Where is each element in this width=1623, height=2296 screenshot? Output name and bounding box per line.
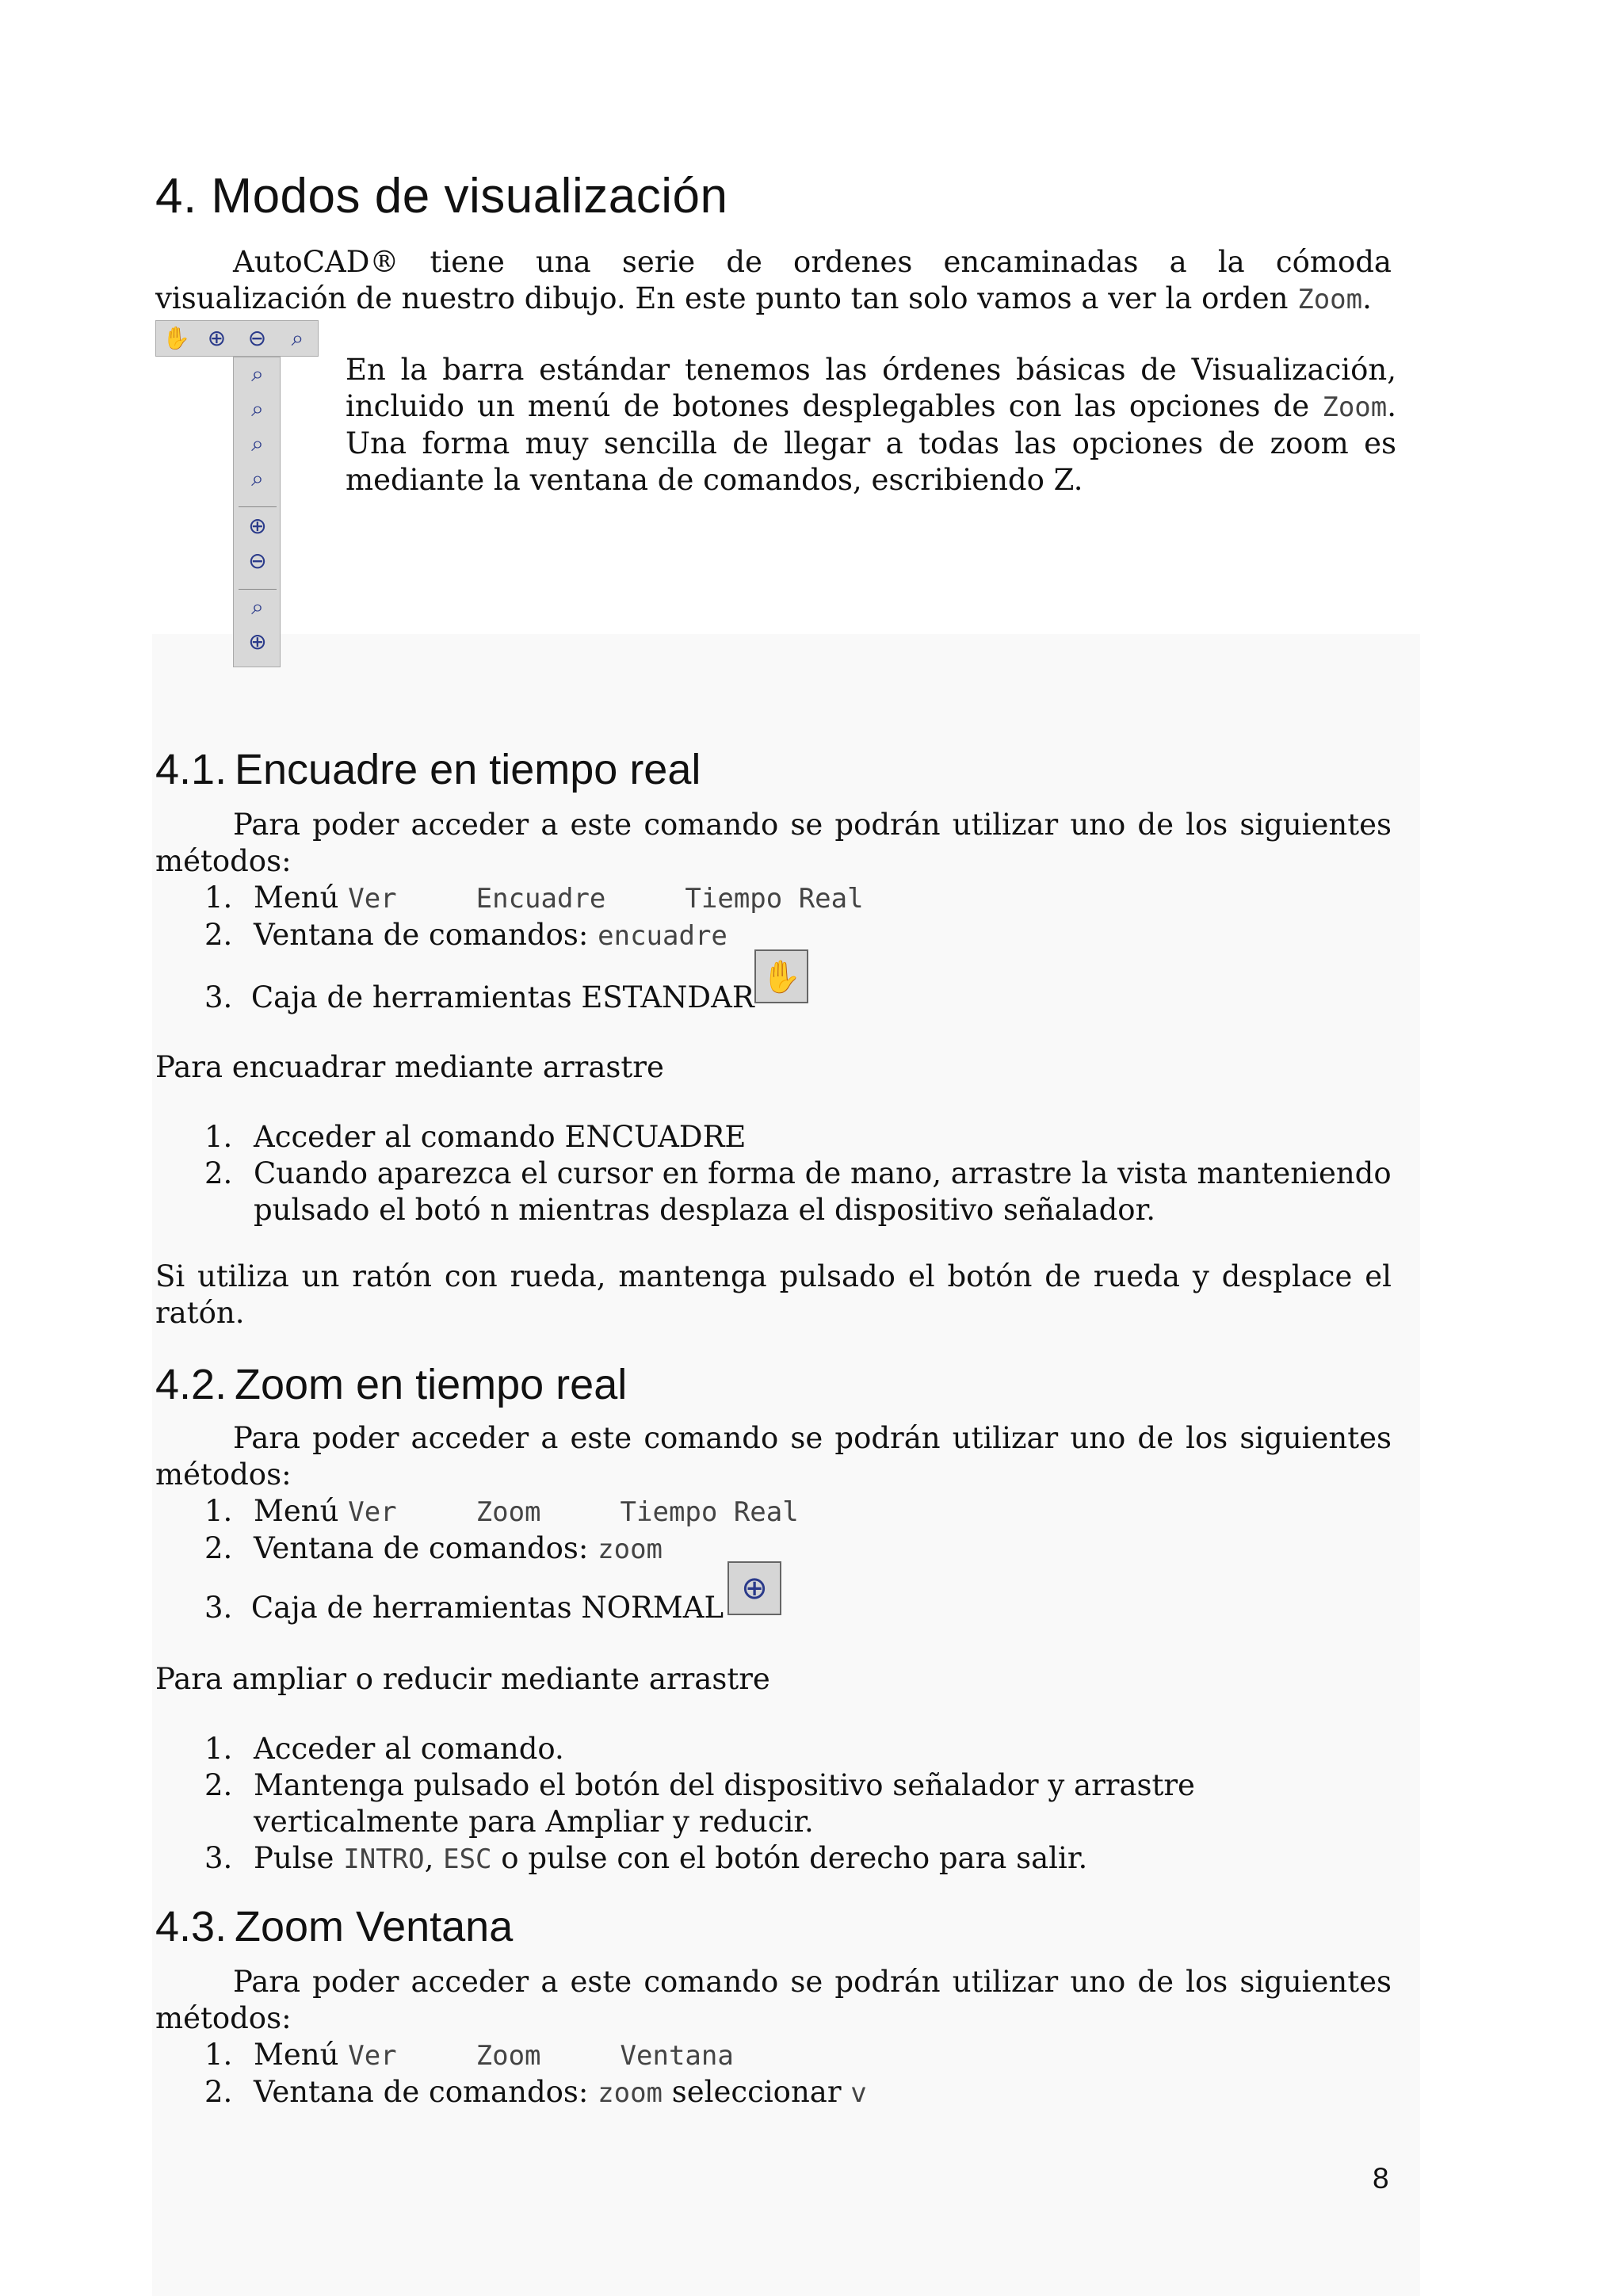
list-item: 1. Acceder al comando.	[204, 1732, 564, 1766]
list-item: 3. Caja de herramientas NORMAL	[204, 1591, 724, 1625]
zoom-out-icon[interactable]: ⊖	[248, 548, 267, 574]
standard-toolbar	[155, 320, 319, 357]
section-intro: Para poder acceder a este comando se podrán utilizar uno de los siguientes métodos:	[155, 1421, 1392, 1492]
zoom-flyout-toolbar	[233, 357, 281, 667]
methods-list	[155, 880, 1392, 954]
list-item: 2. Ventana de comandos: zoom	[204, 1531, 663, 1565]
zoom-realtime-icon[interactable]: ⊕	[207, 325, 227, 351]
zoom-dynamic-icon[interactable]: ⌕	[251, 395, 264, 422]
section-heading-4-1: 4.1. Encuadre en tiempo real	[155, 746, 701, 793]
list-item: 3. Caja de herramientas ESTANDAR	[204, 980, 754, 1014]
zoom-all-icon[interactable]: ⌕	[251, 594, 264, 620]
list-item: 2. Mantenga pulsado el botón del dispositivo señalador y arrastre verticalmente para Ampliar y reducir.	[204, 1768, 1195, 1839]
pan-icon[interactable]: ✋	[162, 325, 190, 351]
steps-list	[155, 1119, 1392, 1228]
list-item: 2. Ventana de comandos: encuadre	[204, 918, 727, 952]
note-paragraph: Si utiliza un ratón con rueda, mantenga pulsado el botón de rueda y desplace el ratón.	[155, 1259, 1392, 1330]
subheading: Para encuadrar mediante arrastre	[155, 1050, 664, 1084]
pan-icon[interactable]: ✋	[754, 949, 808, 1003]
zoom-window-icon[interactable]: ⌕	[251, 361, 264, 387]
list-item: 3. Pulse INTRO, ESC o pulse con el botón derecho para salir.	[204, 1841, 1088, 1875]
zoom-extents-icon[interactable]: ⊕	[248, 628, 267, 655]
list-item: 1. Menú Ver Encuadre Tiempo Real	[204, 881, 864, 915]
section-heading-4-3: 4.3. Zoom Ventana	[155, 1903, 514, 1950]
list-item: 2. Cuando aparezca el cursor en forma de mano, arrastre la vista manteniendo pulsado el botó n mientras desplaza el dispositivo señalador.	[204, 1156, 1392, 1227]
intro-paragraph: AutoCAD® tiene una serie de ordenes encaminadas a la cómoda visualización de nuestro dibujo. En este punto tan solo vamos a ver la orden Zoom.	[155, 245, 1392, 315]
zoom-command: Zoom	[1322, 392, 1388, 423]
steps-list	[155, 1731, 1392, 1878]
page-title: 4. Modos de visualización	[155, 169, 728, 223]
section-intro: Para poder acceder a este comando se podrán utilizar uno de los siguientes métodos:	[155, 808, 1392, 878]
zoom-command: Zoom	[1297, 284, 1363, 315]
zoom-in-icon[interactable]: ⊕	[248, 513, 267, 539]
list-item: 1. Menú Ver Zoom Tiempo Real	[204, 1494, 799, 1528]
methods-list	[155, 2037, 1392, 2111]
zoom-window-icon[interactable]: ⌕	[291, 325, 304, 351]
section-intro: Para poder acceder a este comando se podrán utilizar uno de los siguientes métodos:	[155, 1965, 1392, 2035]
zoom-previous-icon[interactable]: ⊖	[247, 325, 267, 351]
list-item: 1. Menú Ver Zoom Ventana	[204, 2038, 734, 2072]
list-item: 2. Ventana de comandos: zoom seleccionar v	[204, 2075, 867, 2109]
subheading: Para ampliar o reducir mediante arrastre	[155, 1662, 770, 1696]
section-heading-4-2: 4.2. Zoom en tiempo real	[155, 1361, 628, 1408]
zoom-center-icon[interactable]: ⌕	[251, 465, 264, 491]
zoom-scale-icon[interactable]: ⌕	[251, 430, 264, 457]
list-item: 1. Acceder al comando ENCUADRE	[204, 1120, 747, 1154]
methods-list	[155, 1493, 1392, 1568]
toolbar-paragraph: En la barra estándar tenemos las órdenes básicas de Visualización, incluido un menú de botones desplegables con las opciones de Zoom. Una forma muy sencilla de llegar a todas las opciones de zoom es mediante la ventana de comandos, escribiendo Z.	[346, 353, 1396, 497]
page-number: 8	[1373, 2162, 1389, 2195]
zoom-realtime-icon[interactable]: ⊕	[727, 1561, 781, 1615]
